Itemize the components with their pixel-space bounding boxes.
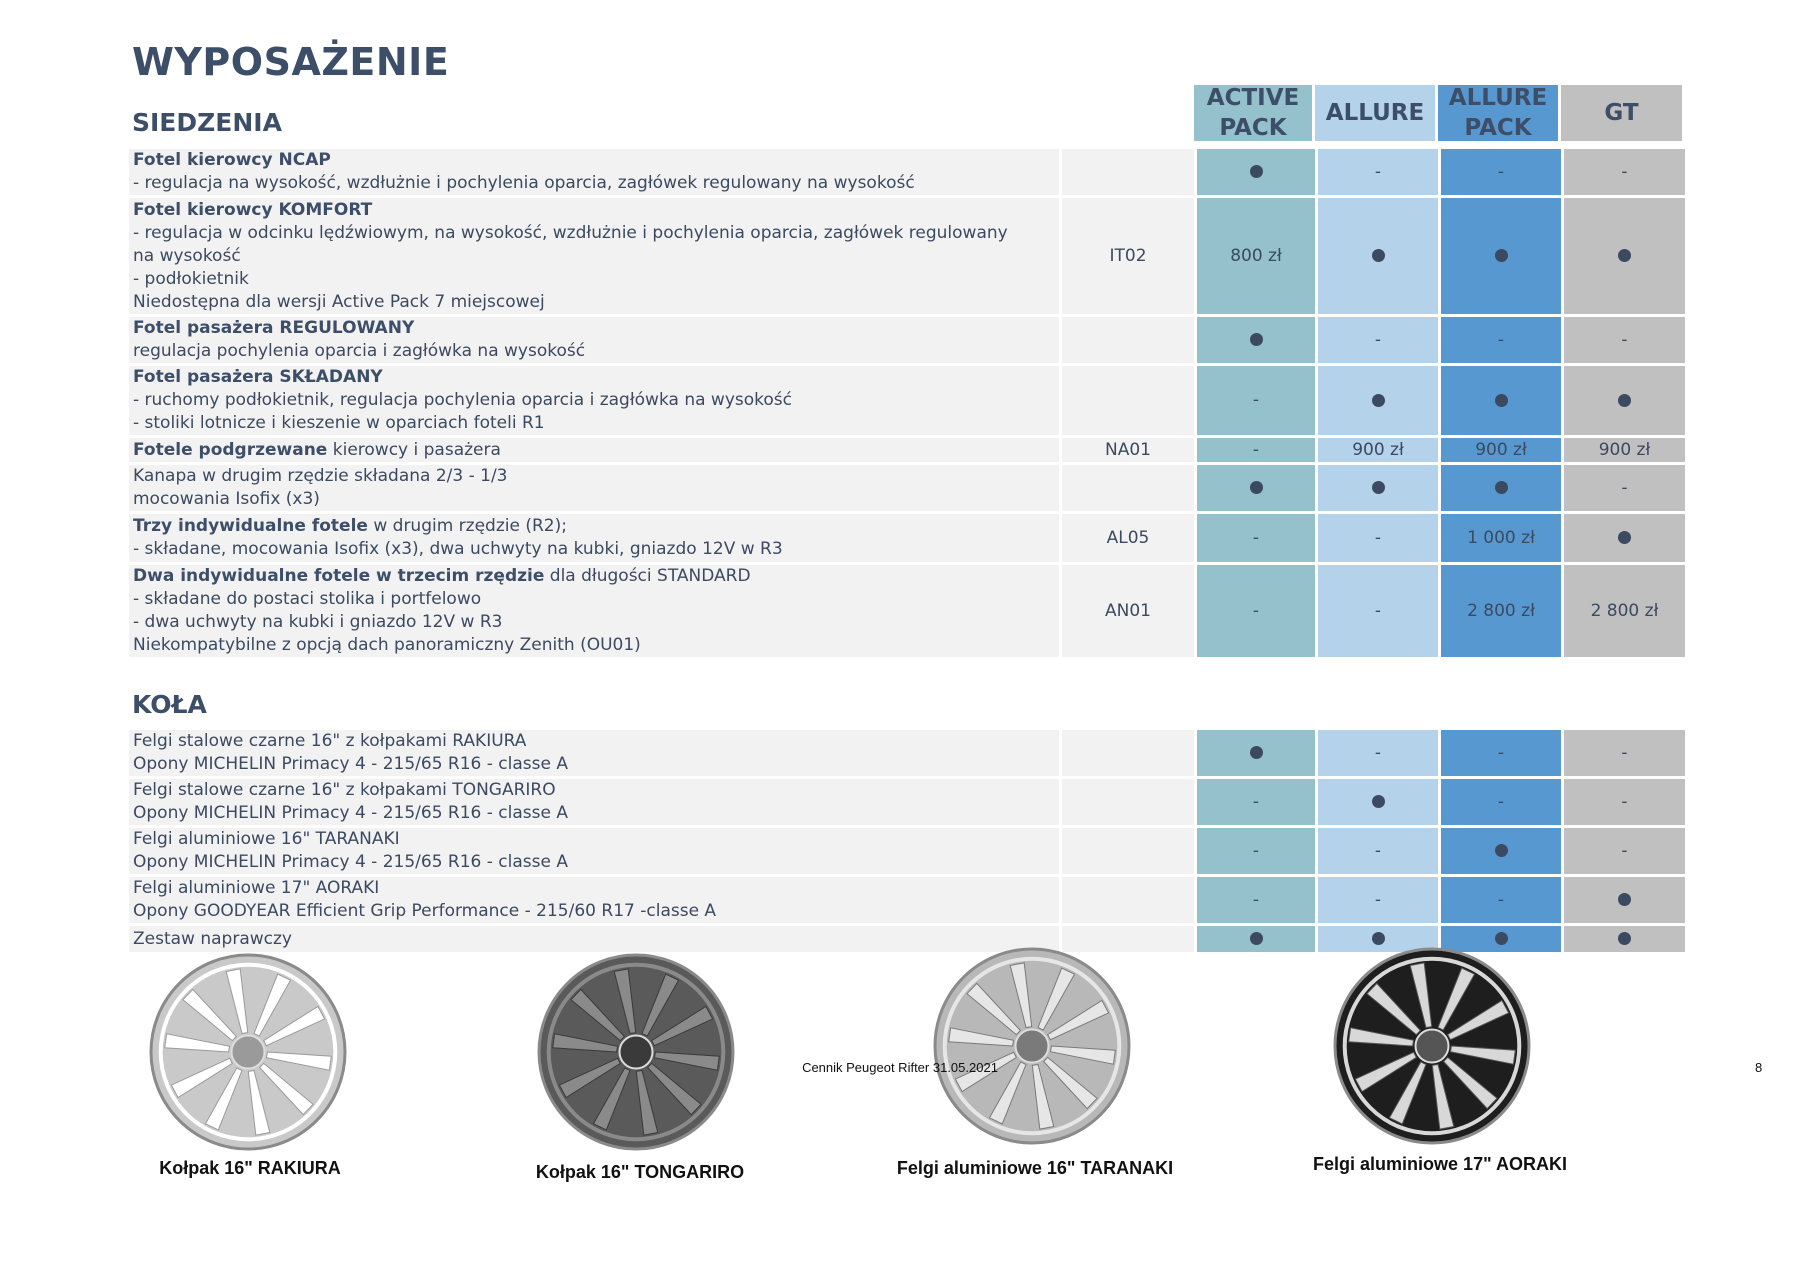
option-code: AN01: [1062, 565, 1194, 657]
option-code: AL05: [1062, 514, 1194, 562]
equipment-detail-line: regulacja pochylenia oparcia i zagłówka na wysokość: [133, 341, 586, 361]
price-cell: 900 zł: [1318, 438, 1438, 462]
equipment-name-rest: Felgi aluminiowe 17" AORAKI: [133, 878, 380, 898]
equipment-detail-line: Opony MICHELIN Primacy 4 - 215/65 R16 - classe A: [133, 852, 568, 872]
option-code: [1062, 317, 1194, 363]
not-available-cell: -: [1564, 779, 1685, 825]
footer: Cennik Peugeot Rifter 31.05.2021: [802, 1060, 998, 1075]
wheel-caption: Felgi aluminiowe 16" TARANAKI: [896, 1158, 1174, 1178]
equipment-detail-line: - dwa uchwyty na kubki i gniazdo 12V w R3: [133, 612, 503, 632]
wheel-hub: [1416, 1030, 1449, 1063]
not-available-cell: -: [1197, 877, 1315, 923]
table-row: [129, 366, 1685, 435]
standard-dot: [1564, 926, 1685, 952]
price-cell: 900 zł: [1564, 438, 1685, 462]
standard-dot: [1318, 465, 1438, 511]
not-available-cell: -: [1441, 317, 1561, 363]
equipment-name-rest: Felgi stalowe czarne 16" z kołpakami TONGARIRO: [133, 780, 556, 800]
not-available-cell: -: [1318, 828, 1438, 874]
equipment-detail-line: Niekompatybilne z opcją dach panoramiczny Zenith (OU01): [133, 635, 641, 655]
standard-dot: [1564, 877, 1685, 923]
equipment-description: [129, 877, 1059, 923]
option-code: [1062, 149, 1194, 195]
standard-dot: [1197, 730, 1315, 776]
standard-dot: [1197, 465, 1315, 511]
standard-dot: [1318, 366, 1438, 435]
wheel-image: [1332, 946, 1532, 1146]
standard-dot-icon: [1250, 481, 1263, 494]
price-cell: 900 zł: [1441, 438, 1561, 462]
section-title-kola: KOŁA: [132, 690, 207, 719]
equipment-description: [129, 149, 1059, 195]
not-available-cell: -: [1564, 828, 1685, 874]
price-cell: 1 000 zł: [1441, 514, 1561, 562]
not-available-cell: -: [1318, 317, 1438, 363]
table-row: [129, 828, 1685, 874]
equipment-detail-line: - stoliki lotnicze i kieszenie w oparciach foteli R1: [133, 413, 545, 433]
equipment-detail-line: - składane, mocowania Isofix (x3), dwa uchwyty na kubki, gniazdo 12V w R3: [133, 539, 783, 559]
wheel-caption: Felgi aluminiowe 17" AORAKI: [1313, 1154, 1567, 1174]
equipment-name-rest: dla długości STANDARD: [544, 566, 751, 586]
option-code: NA01: [1062, 438, 1194, 462]
equipment-detail-line: Opony MICHELIN Primacy 4 - 215/65 R16 - classe A: [133, 754, 568, 774]
table-row: [129, 438, 1685, 462]
standard-dot-icon: [1495, 481, 1508, 494]
table-row: [129, 779, 1685, 825]
wheel-hub: [1016, 1030, 1049, 1063]
standard-dot: [1441, 366, 1561, 435]
equipment-detail-line: - składane do postaci stolika i portfelowo: [133, 589, 482, 609]
not-available-cell: -: [1318, 514, 1438, 562]
column-header-gt: GT: [1561, 85, 1682, 141]
standard-dot-icon: [1495, 932, 1508, 945]
option-code: [1062, 465, 1194, 511]
equipment-name-rest: Kanapa w drugim rzędzie składana 2/3 - 1/3: [133, 466, 508, 486]
standard-dot-icon: [1618, 893, 1631, 906]
equipment-name: Fotel pasażera SKŁADANY: [133, 367, 383, 387]
table-row: [129, 149, 1685, 195]
option-code: [1062, 779, 1194, 825]
table-row: [129, 317, 1685, 363]
equipment-description: [129, 514, 1059, 562]
equipment-detail-line: na wysokość: [133, 245, 241, 266]
standard-dot-icon: [1372, 932, 1385, 945]
price-cell: 2 800 zł: [1564, 565, 1685, 657]
equipment-name: Dwa indywidualne fotele w trzecim rzędzie: [133, 566, 545, 586]
price-cell: 2 800 zł: [1441, 565, 1561, 657]
not-available-cell: -: [1318, 565, 1438, 657]
not-available-cell: -: [1197, 366, 1315, 435]
not-available-cell: -: [1441, 877, 1561, 923]
equipment-name: Fotele podgrzewane: [133, 439, 328, 460]
wheel-caption: Kołpak 16" TONGARIRO: [535, 1162, 745, 1182]
standard-dot: [1197, 317, 1315, 363]
not-available-cell: -: [1564, 149, 1685, 195]
standard-dot-icon: [1250, 165, 1263, 178]
equipment-detail-line: Opony GOODYEAR Efficient Grip Performance - 215/60 R17 -classe A: [133, 901, 717, 921]
wheel-image: [148, 952, 348, 1152]
not-available-cell: -: [1197, 779, 1315, 825]
equipment-description: [129, 317, 1059, 363]
equipment-name: Trzy indywidualne fotele: [133, 516, 368, 536]
column-header-allure: ALLURE: [1315, 85, 1435, 141]
option-code: [1062, 366, 1194, 435]
equipment-description: [129, 198, 1059, 314]
equipment-detail-line: mocowania Isofix (x3): [133, 489, 320, 509]
option-code: [1062, 828, 1194, 874]
standard-dot-icon: [1372, 249, 1385, 262]
standard-dot-icon: [1618, 249, 1631, 262]
table-row: [129, 730, 1685, 776]
standard-dot-icon: [1250, 932, 1263, 945]
equipment-description: [129, 465, 1059, 511]
standard-dot: [1318, 198, 1438, 314]
equipment-detail-line: Niedostępna dla wersji Active Pack 7 miejscowej: [133, 291, 545, 312]
standard-dot: [1318, 779, 1438, 825]
equipment-detail-line: Opony MICHELIN Primacy 4 - 215/65 R16 - classe A: [133, 803, 568, 823]
not-available-cell: -: [1197, 828, 1315, 874]
equipment-name: Fotel pasażera REGULOWANY: [133, 318, 415, 338]
equipment-name-rest: w drugim rzędzie (R2);: [367, 516, 567, 536]
standard-dot: [1564, 514, 1685, 562]
not-available-cell: -: [1441, 149, 1561, 195]
equipment-detail-line: - podłokietnik: [133, 268, 249, 289]
wheel-caption: Kołpak 16" RAKIURA: [159, 1158, 341, 1178]
equipment-name-rest: Felgi stalowe czarne 16" z kołpakami RAKIURA: [133, 731, 527, 751]
wheel-image: [536, 952, 736, 1152]
standard-dot: [1441, 198, 1561, 314]
column-header-allure-pack: ALLURE PACK: [1438, 85, 1558, 141]
standard-dot: [1197, 926, 1315, 952]
table-row: [129, 198, 1685, 314]
not-available-cell: -: [1318, 730, 1438, 776]
equipment-description: [129, 779, 1059, 825]
equipment-detail-line: - regulacja na wysokość, wzdłużnie i pochylenia oparcia, zagłówek regulowany na wysokość: [133, 173, 915, 193]
equipment-description: [129, 565, 1059, 657]
table-row: [129, 514, 1685, 562]
option-code: [1062, 730, 1194, 776]
equipment-name-rest: Zestaw naprawczy: [133, 928, 292, 949]
standard-dot-icon: [1372, 394, 1385, 407]
equipment-description: [129, 438, 1059, 462]
option-code: [1062, 877, 1194, 923]
equipment-description: [129, 730, 1059, 776]
standard-dot: [1441, 828, 1561, 874]
not-available-cell: -: [1318, 877, 1438, 923]
equipment-detail-line: - regulacja w odcinku lędźwiowym, na wysokość, wzdłużnie i pochylenia oparcia, zagłówek regulowany: [133, 222, 1008, 243]
table-row: [129, 565, 1685, 657]
equipment-name: Fotel kierowcy NCAP: [133, 150, 331, 170]
not-available-cell: -: [1564, 317, 1685, 363]
equipment-name-rest: Felgi aluminiowe 16" TARANAKI: [133, 829, 400, 849]
standard-dot-icon: [1495, 249, 1508, 262]
standard-dot-icon: [1618, 932, 1631, 945]
equipment-name-rest: kierowcy i pasażera: [327, 439, 501, 460]
standard-dot: [1441, 465, 1561, 511]
not-available-cell: -: [1197, 514, 1315, 562]
standard-dot-icon: [1618, 531, 1631, 544]
standard-dot: [1564, 366, 1685, 435]
table-row: [129, 877, 1685, 923]
not-available-cell: -: [1564, 465, 1685, 511]
standard-dot-icon: [1250, 746, 1263, 759]
standard-dot-icon: [1372, 481, 1385, 494]
equipment-detail-line: - ruchomy podłokietnik, regulacja pochylenia oparcia i zagłówka na wysokość: [133, 390, 792, 410]
seats-table: [126, 146, 1688, 660]
not-available-cell: -: [1441, 730, 1561, 776]
price-cell: 800 zł: [1197, 198, 1315, 314]
page-number: 8: [1755, 1060, 1763, 1075]
standard-dot: [1564, 198, 1685, 314]
not-available-cell: -: [1318, 149, 1438, 195]
equipment-description: [129, 926, 1059, 952]
wheels-table: [126, 727, 1688, 955]
equipment-name: Fotel kierowcy KOMFORT: [133, 199, 373, 220]
standard-dot-icon: [1618, 394, 1631, 407]
section-title-siedzenia: SIEDZENIA: [132, 108, 282, 137]
wheel-image: [932, 946, 1132, 1146]
standard-dot-icon: [1495, 394, 1508, 407]
not-available-cell: -: [1564, 730, 1685, 776]
equipment-description: [129, 366, 1059, 435]
column-header-active-pack: ACTIVE PACK: [1194, 85, 1312, 141]
page-title: WYPOSAŻENIE: [132, 40, 450, 84]
not-available-cell: -: [1197, 438, 1315, 462]
option-code: IT02: [1062, 198, 1194, 314]
standard-dot: [1197, 149, 1315, 195]
not-available-cell: -: [1441, 779, 1561, 825]
equipment-description: [129, 828, 1059, 874]
table-row: [129, 465, 1685, 511]
standard-dot-icon: [1372, 795, 1385, 808]
standard-dot-icon: [1495, 844, 1508, 857]
not-available-cell: -: [1197, 565, 1315, 657]
standard-dot-icon: [1250, 333, 1263, 346]
